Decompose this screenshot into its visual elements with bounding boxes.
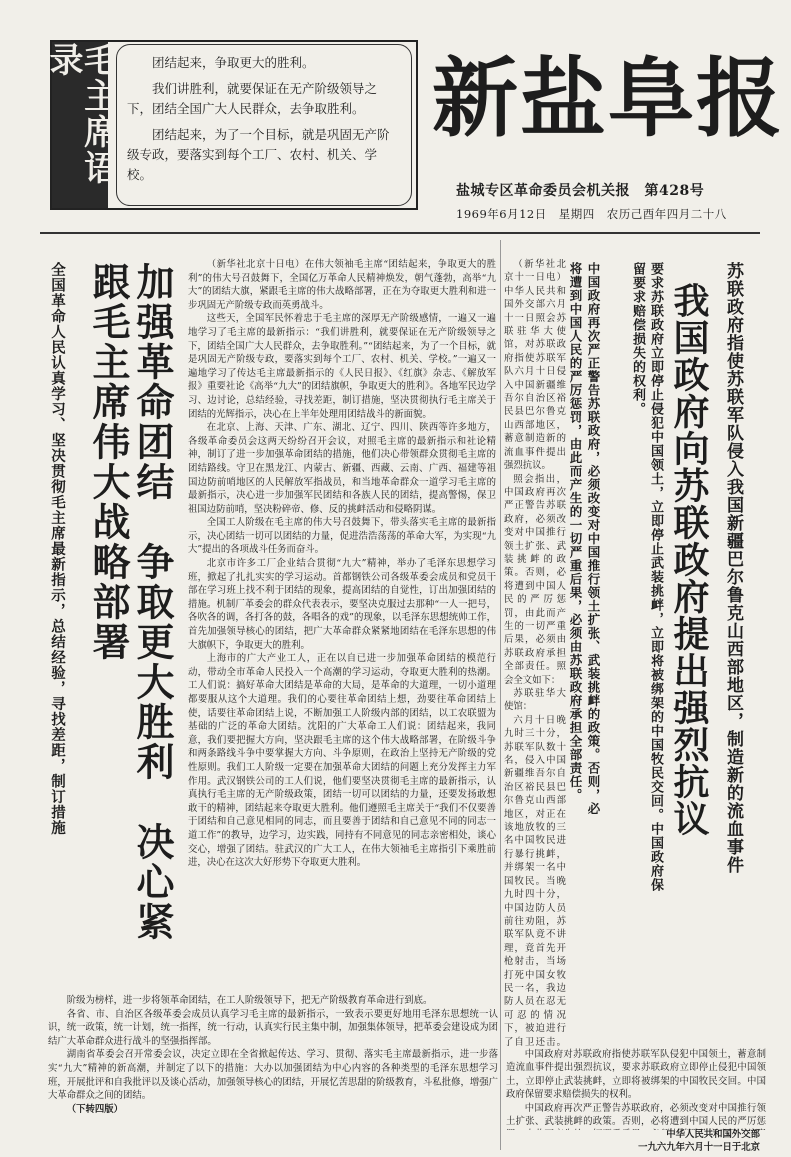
article-paragraph: 北京市许多工厂企业结合贯彻“九大”精神，举办了毛泽东思想学习班，掀起了扎扎实实的学习运动。首都钢铁公司各级革委会成员和党员干部在学习班上找不利于团结的现象，提高团结的自觉性，订出加强团结的措施。机制厂革委会的群众代表表示，要坚决克服过去那种“一人一把号，各吹各的调，各打各的鼓，各唱各的戏”的现象，以毛泽东思想统帅工作，首先加强领导核心的团结，把广大革命群众紧紧地团结在毛泽东思想的伟大旗帜下，争取更大的胜利。	[188, 558, 496, 651]
right-story-body	[504, 258, 566, 1048]
dateline: 1969年6月12日 星期四 农历己酉年四月二十八	[456, 207, 727, 221]
quotation-label	[43, 42, 118, 208]
article-paragraph: 上海市的广大产业工人，正在以自已进一步加强革命团结的模范行动，带动全市革命人民投入一个高潮的学习运动，夺取更大胜利的热潮。工人们说：搞好革命大团结是革命的大局，是革命的大道理，一切小道理都要服从这个大道理。我们的心要往革命团结上想，劲要往革命团结上使，话要往革命团结上说，不断加强工人阶级内部的团结，以工农联盟为基础的广泛的革命大团结。沈阳的广大革命工人们说：团结起来，我同意，我们要把握大方向，坚决跟毛主席的这个伟大战略部署，在阶级斗争和两条路线斗争中要掌握大方向、斗争原则，在政治上坚持无产阶级的党性原则。我们工人阶级一定要在加强革命大团结的问题上充分发挥主力军作用。武汉钢铁公司的工人们说，他们要坚决贯彻毛主席的最新指示，认真执行毛主席的无产阶级政策，团结一切可以团结的力量，还要发扬敢想敢干的精神，团结起来夺取更大胜利。他们遵照毛主席关于“我们不仅要善于团结和自己意见相同的同志，而且要善于团结和自己意见不同的同志一道工作”的教导，边学习，边实践，同持有不同意见的同志亲密相处，谈心交心，增强了团结。驻武汉的广大工人，在伟大领袖毛主席指引下乘胜前进，决心在这次大好形势下夺取更大胜利。	[188, 653, 496, 869]
column-divider	[500, 240, 501, 1150]
masthead-rule	[40, 232, 760, 234]
quotation-paragraph: 我们讲胜利，就要保证在无产阶级领导之下，团结全国广大人民群众，去争取胜利。	[127, 81, 378, 116]
article-paragraph: 这些天，全国军民怀着忠于毛主席的深厚无产阶级感情，一遍又一遍地学习了毛主席的最新指示：“我们讲胜利，就要保证在无产阶级领导之下，团结全国广大人民群众，去争取胜利。”“团结起来，为了一个目标，就是巩固无产阶级专政，要落实到每个工厂、农村、机关、学校。”一遍又一遍地学习了传达毛主席最新指示的《人民日报》、《红旗》杂志、《解放军报》重要社论《高举“九大”的团结旗帜，争取更大的胜利》。各地军民边学习、边讨论，总结经验，寻找差距，制订措施，坚决贯彻执行毛主席关于团结的光辉指示，决心在上半年处理用团结战斗的新面貌。	[188, 313, 496, 420]
right-story-subhead: 要求苏联政府立即停止侵犯中国领土，立即停止武装挑衅，立即将被绑架的中国牧民交回。中国政府保留要求赔偿损失的权利。	[630, 262, 663, 892]
left-story-continuation	[48, 994, 498, 1134]
article-paragraph: 湖南省革委会召开常委会议，决定立即在全省掀起传达、学习、贯彻、落实毛主席最新指示，进一步落实“九大”精神的新高潮，并制定了以下的措施：大办以加强团结为中心内容的各种类型的毛泽东思想学习班，开展批评和自我批评以及谈心活动，加强领导核心的团结，开展忆苦思甜的阶级教育，斗私批修，增强广大革命群众之间的团结。	[48, 1049, 498, 1102]
article-paragraph: （新华社北京十一日电）中华人民共和国外交部六月十一日照会苏联驻华大使馆，对苏联政府指使苏联军队六月十日侵入中国新疆维吾尔自治区裕民县巴尔鲁克山西部地区，蓄意制造新的流血事件提出强烈抗议。	[504, 259, 566, 472]
quotation-paragraph: 团结起来，为了一个目标，就是巩固无产阶级专政，要落实到每个工厂、农村、机关、学校。	[127, 127, 390, 182]
ministry-signoff: 中华人民共和国外交部 一九六九年六月十一日于北京	[638, 1129, 760, 1153]
right-story-headline: 我国政府向苏联政府提出强烈抗议	[668, 282, 710, 837]
article-paragraph: 中国政府对苏联政府指使苏联军队侵犯中国领土，蓄意制造流血事件提出强烈抗议，要求苏联政府立即停止侵犯中国领土，立即停止武装挑衅，立即将被绑架的中国牧民交回。中国政府保留要求赔偿损失的权利。	[506, 1049, 766, 1101]
left-story-kicker: 全国革命人民认真学习、坚决贯彻毛主席最新指示，总结经验，寻找差距，制订措施	[49, 262, 66, 836]
quotation-paragraph: 团结起来，争取更大的胜利。	[152, 55, 315, 70]
right-story-warning: 中国政府再次严正警告苏联政府，必须改变对中国推行领土扩张、武装挑衅的政策。否则，必将遭到中国人民的严厉惩罚，由此而产生的一切严重后果，必须由苏联政府承担全部责任。	[568, 262, 601, 816]
right-story-continuation	[506, 1048, 766, 1130]
article-paragraph: 阶级为榜样，进一步将领革命团结，在工人阶级领导下，把无产阶级教育革命进行到底。	[66, 995, 433, 1006]
left-story-body	[188, 258, 496, 988]
right-story-kicker: 苏联政府指使苏联军队侵入我国新疆巴尔鲁克山西部地区，制造新的流血事件	[723, 262, 743, 874]
continued-on-page-note: （下转四版）	[66, 1103, 124, 1115]
quotation-label-text: 毛主席语录	[43, 42, 118, 186]
quotation-text	[116, 44, 412, 206]
publisher-line: 盐城专区革命委员会机关报 第428号	[456, 183, 705, 199]
article-paragraph: 苏联驻华大使馆：	[504, 688, 566, 713]
article-paragraph: 在北京、上海、天津、广东、湖北、辽宁、四川、陕西等许多地方，各级革命委员会这两天纷纷召开会议，对照毛主席的最新指示和社论精神，制订了进一步加强革命团结的措施，他们决心带领群众贯彻毛主席的团结路线。守卫在黑龙江、内蒙古、新疆、西藏、云南、广西、福建等祖国边防前哨地区的人民解放军指战员，和当地革命群众一道学习毛主席的最新指示，决心进一步加强军民团结和各族人民的团结，提高警惕，保卫祖国边防前哨，坚决粉碎帝、修、反的挑衅活动和侵略阴谋。	[188, 422, 496, 515]
article-paragraph: 六月十日晚九时三十分，苏联军队数十名，侵入中国新疆维吾尔自治区裕民县巴尔鲁克山西部地区，对正在该地放牧的三名中国牧民进行暴行挑衅，并绑架一名中国牧民。当晚九时四十分，中国边防人员前往劝阻，苏联军队竟不讲理，竟首先开枪射击，当场打死中国女牧民一名，我边防人员在忍无可忍的情况下，被迫进行了自卫还击。	[504, 714, 566, 1048]
newspaper-title: 新盐阜报	[432, 49, 784, 149]
article-paragraph: 全国工人阶级在毛主席的伟大号召鼓舞下，带头落实毛主席的最新指示，决心团结一切可以团结的力量，促进浩浩荡荡的革命大军，为实现“九大”提出的各项战斗任务而奋斗。	[188, 517, 496, 556]
article-paragraph: （新华社北京十日电）在伟大领袖毛主席“团结起来，争取更大的胜利”的伟大号召鼓舞下，全国亿万革命人民精神焕发，朝气蓬勃，高举“九大”的团结大旗，紧跟毛主席的伟大战略部署，正在为夺取更大胜利和进一步巩固无产阶级专政而英勇战斗。	[188, 259, 496, 311]
article-paragraph: 中国政府再次严正警告苏联政府，必须改变对中国推行领土扩张、武装挑衅的政策。否则，必将遭到中国人民的严厉惩	[506, 1102, 766, 1128]
left-story-headline: 加强革命团结 争取更大胜利 决心紧跟毛主席伟大战略部署	[86, 262, 175, 942]
article-paragraph: 各省、市、自治区各级革委会成员认真学习毛主席的最新指示，一致表示要更好地用毛泽东思想统一认识，统一政策，统一计划，统一指挥，统一行动，认真实行民主集中制，加强集体领导，把革委会建设成为团结广大革命群众进行战斗的坚强指挥部。	[48, 1008, 498, 1047]
article-paragraph: 照会指出，中国政府再次严正警告苏联政府，必须改变对中国推行领土扩张、武装挑衅的政策。否则，必将遭到中国人民的严厉惩罚，由此而产生的一切严重后果，必须由苏联政府承担全部责任。照会全文如下：	[504, 473, 566, 686]
